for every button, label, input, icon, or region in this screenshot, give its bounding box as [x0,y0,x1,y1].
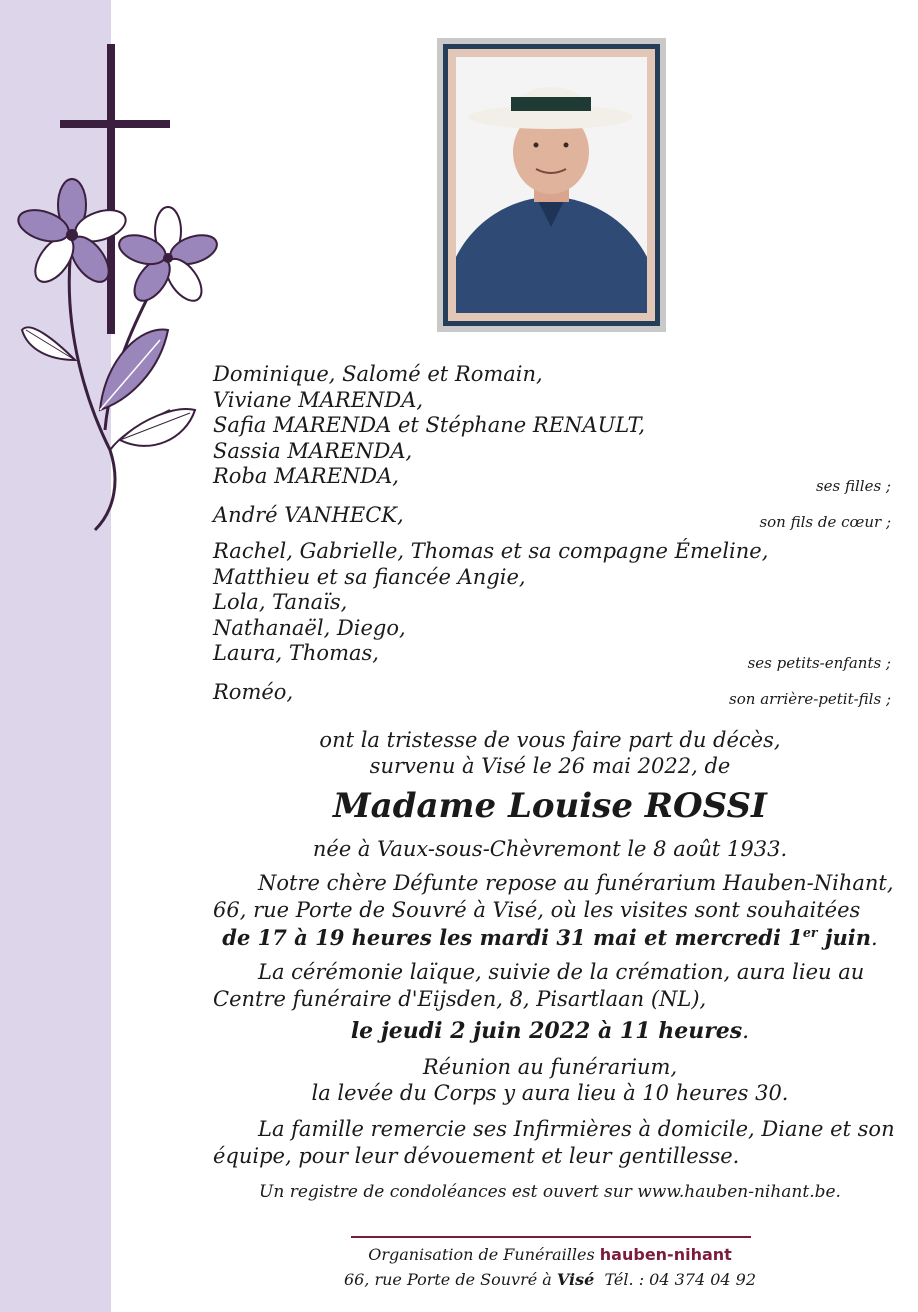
footer-address: 66, rue Porte de Souvré à Visé Tél. : 04 374 04 92 [343,1270,757,1289]
visits-line-2: 66, rue Porte de Souvré à Visé, où les visites sont souhaitées [213,898,861,922]
meeting-line-1: Réunion au funérarium, [422,1055,678,1079]
registry-notice: Un registre de condoléances est ouvert sur www.hauben-nihant.be. [259,1182,841,1202]
role-daughters: ses filles ; [815,477,891,495]
family-great-grandson: Roméo, [213,680,294,704]
portrait-photo [456,57,647,313]
meeting-line-2: la levée du Corps y aura lieu à 10 heures 30. [311,1081,789,1105]
family-line: Sassia MARENDA, [213,438,413,463]
family-line: Laura, Thomas, [213,641,379,666]
family-line: Lola, Tanaïs, [213,590,348,615]
role-grandchildren: ses petits-enfants ; [747,654,891,672]
brand-logo: hauben-nihant [599,1245,732,1264]
family-daughters-list [213,362,645,490]
role-son: son fils de cœur ; [759,513,891,531]
announcement-line-1: ont la tristesse de vous faire part du décès, [319,728,781,752]
ceremony-line-1: La cérémonie laïque, suivie de la crémation, aura lieu au [258,960,865,984]
ceremony-line-2: Centre funéraire d'Eijsden, 8, Pisartlaan (NL), [213,987,707,1011]
family-line: Rachel, Gabrielle, Thomas et sa compagne Émeline, [213,539,769,563]
ceremony-date: le jeudi 2 juin 2022 à 11 heures. [350,1018,750,1044]
family-grandchildren-list [213,539,768,667]
family-line: Matthieu et sa fiancée Angie, [213,564,526,589]
family-line: Roba MARENDA, [213,464,399,489]
cross-and-flowers-illustration [0,30,240,550]
footer-organisation: Organisation de Funérailles hauben-nihant [368,1245,732,1264]
family-line: Safia MARENDA et Stéphane RENAULT, [213,413,646,438]
birth-info: née à Vaux-sous-Chèvremont le 8 août 1933. [312,837,788,861]
family-line: Dominique, Salomé et Romain, [213,362,543,386]
cross-icon [107,44,115,334]
announcement-line-2: survenu à Visé le 26 mai 2022, de [369,754,731,778]
flower-icon [115,207,220,307]
visits-line-1: Notre chère Défunte repose au funérarium Hauben-Nihant, [258,871,894,895]
footer-divider [351,1236,751,1238]
deceased-name: Madame Louise ROSSI [333,786,767,826]
family-son: André VANHECK, [213,503,404,527]
family-line: Viviane MARENDA, [213,387,424,412]
family-line: Nathanaël, Diego, [213,615,406,640]
thanks-line-1: La famille remercie ses Infirmières à domicile, Diane et son [258,1117,895,1141]
thanks-line-2: équipe, pour leur dévouement et leur gentillesse. [213,1144,740,1168]
portrait-frame [437,38,666,332]
visits-schedule: de 17 à 19 heures les mardi 31 mai et mercredi 1er juin. [222,925,878,950]
role-great-grandson: son arrière-petit-fils ; [729,690,891,708]
